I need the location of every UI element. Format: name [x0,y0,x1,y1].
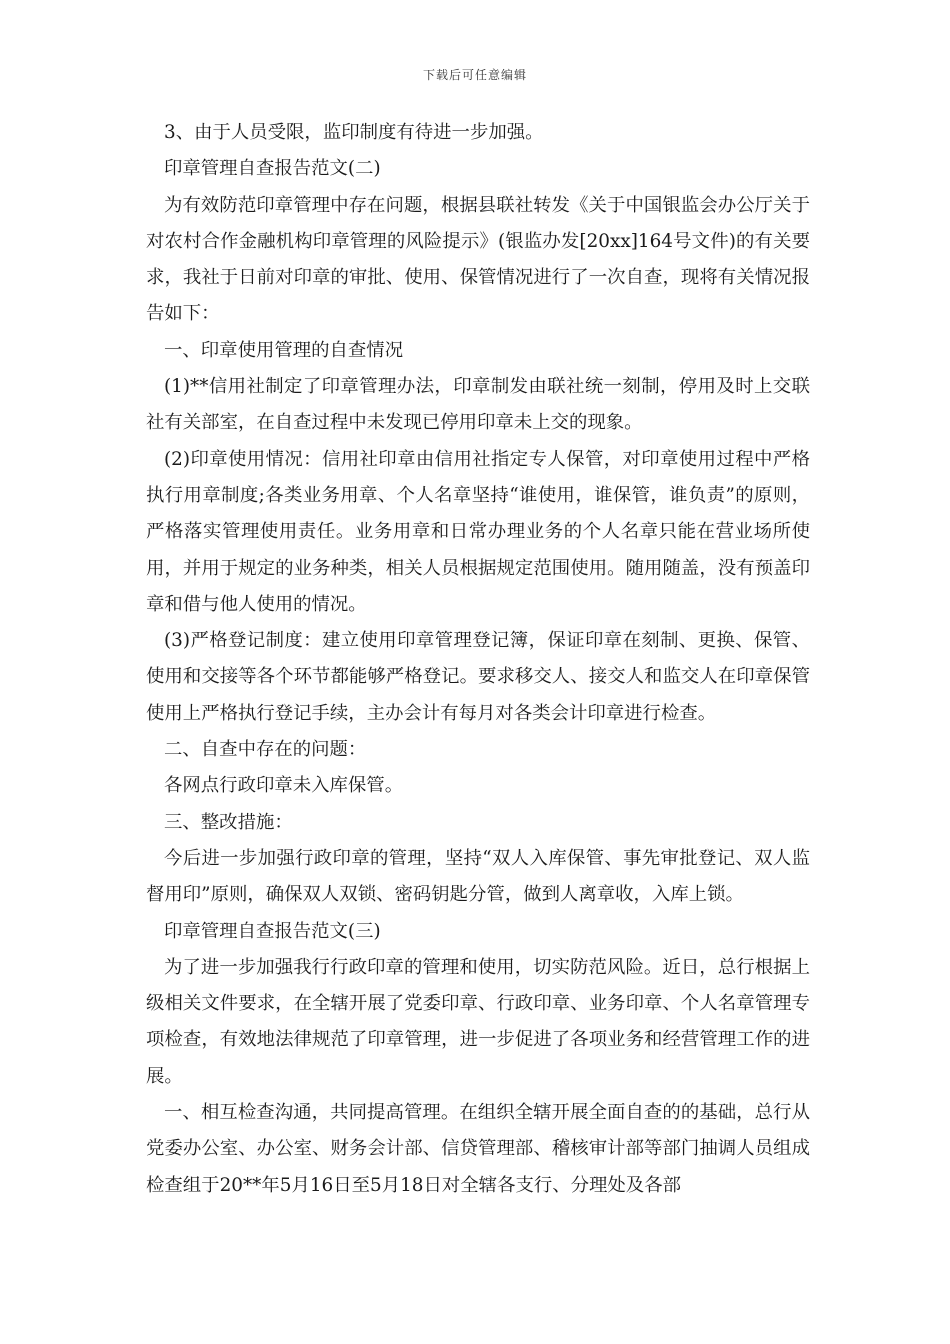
paragraph-intro-sample-2: 为有效防范印章管理中存在问题，根据县联社转发《关于中国银监会办公厅关于对农村合作金融机构印章管理的风险提示》(银监办发[20xx]164号文件)的有关要求，我社于日前对印章的审批、使用、保管情况进行了一次自查，现将有关情况报告如下： [146,194,810,325]
heading-problems: 二、自查中存在的问题： [164,739,367,761]
paragraph-measures: 今后进一步加强行政印章的管理，坚持“双人入库保管、事先审批登记、双人监督用印”原则，确保双人双锁、密码钥匙分管，做到人离章收，入库上锁。 [146,847,810,906]
paragraph-item-3-staffing: 3、由于人员受限，监印制度有待进一步加强。 [164,122,544,143]
header-note: 下载后可任意编辑 [422,68,527,82]
paragraph-mutual-check: 一、相互检查沟通，共同提高管理。在组织全辖开展全面自查的的基础，总行从党委办公室、办公室、财务会计部、信贷管理部、稽核审计部等部门抽调人员组成检查组于20**年5月16日至5月18日对全辖各支行、分理处及各部 [146,1102,810,1196]
section-title-sample-2: 印章管理自查报告范文(二) [164,158,381,180]
paragraph-problems: 各网点行政印章未入库保管。 [164,775,404,797]
heading-measures: 三、整改措施： [164,811,293,833]
paragraph-point-2: (2)印章使用情况：信用社印章由信用社指定专人保管，对印章使用过程中严格执行用章制度;各类业务用章、个人名章坚持“谁使用，谁保管，谁负责”的原则，严格落实管理使用责任。业务用章和日常办理业务的个人名章只能在营业场所使用，并用于规定的业务种类，相关人员根据规定范围使用。随用随盖，没有预盖印章和借与他人使用的情况。 [146,448,810,615]
paragraph-point-3: (3)严格登记制度：建立使用印章管理登记簿，保证印章在刻制、更换、保管、使用和交接等各个环节都能够严格登记。要求移交人、接交人和监交人在印章保管使用上严格执行登记手续，主办会计有每月对各类会计印章进行检查。 [146,630,810,724]
heading-self-check-status: 一、印章使用管理的自查情况 [164,339,404,361]
paragraph-point-1: (1)**信用社制定了印章管理办法，印章制发由联社统一刻制，停用及时上交联社有关部室，在自查过程中未发现已停用印章未上交的现象。 [146,376,810,434]
section-title-sample-3: 印章管理自查报告范文(三) [164,920,381,942]
paragraph-intro-sample-3: 为了进一步加强我行行政印章的管理和使用，切实防范风险。近日，总行根据上级相关文件要求，在全辖开展了党委印章、行政印章、业务印章、个人名章管理专项检查，有效地法律规范了印章管理，进一步促进了各项业务和经营管理工作的进展。 [146,956,810,1087]
document-body [146,115,810,1204]
